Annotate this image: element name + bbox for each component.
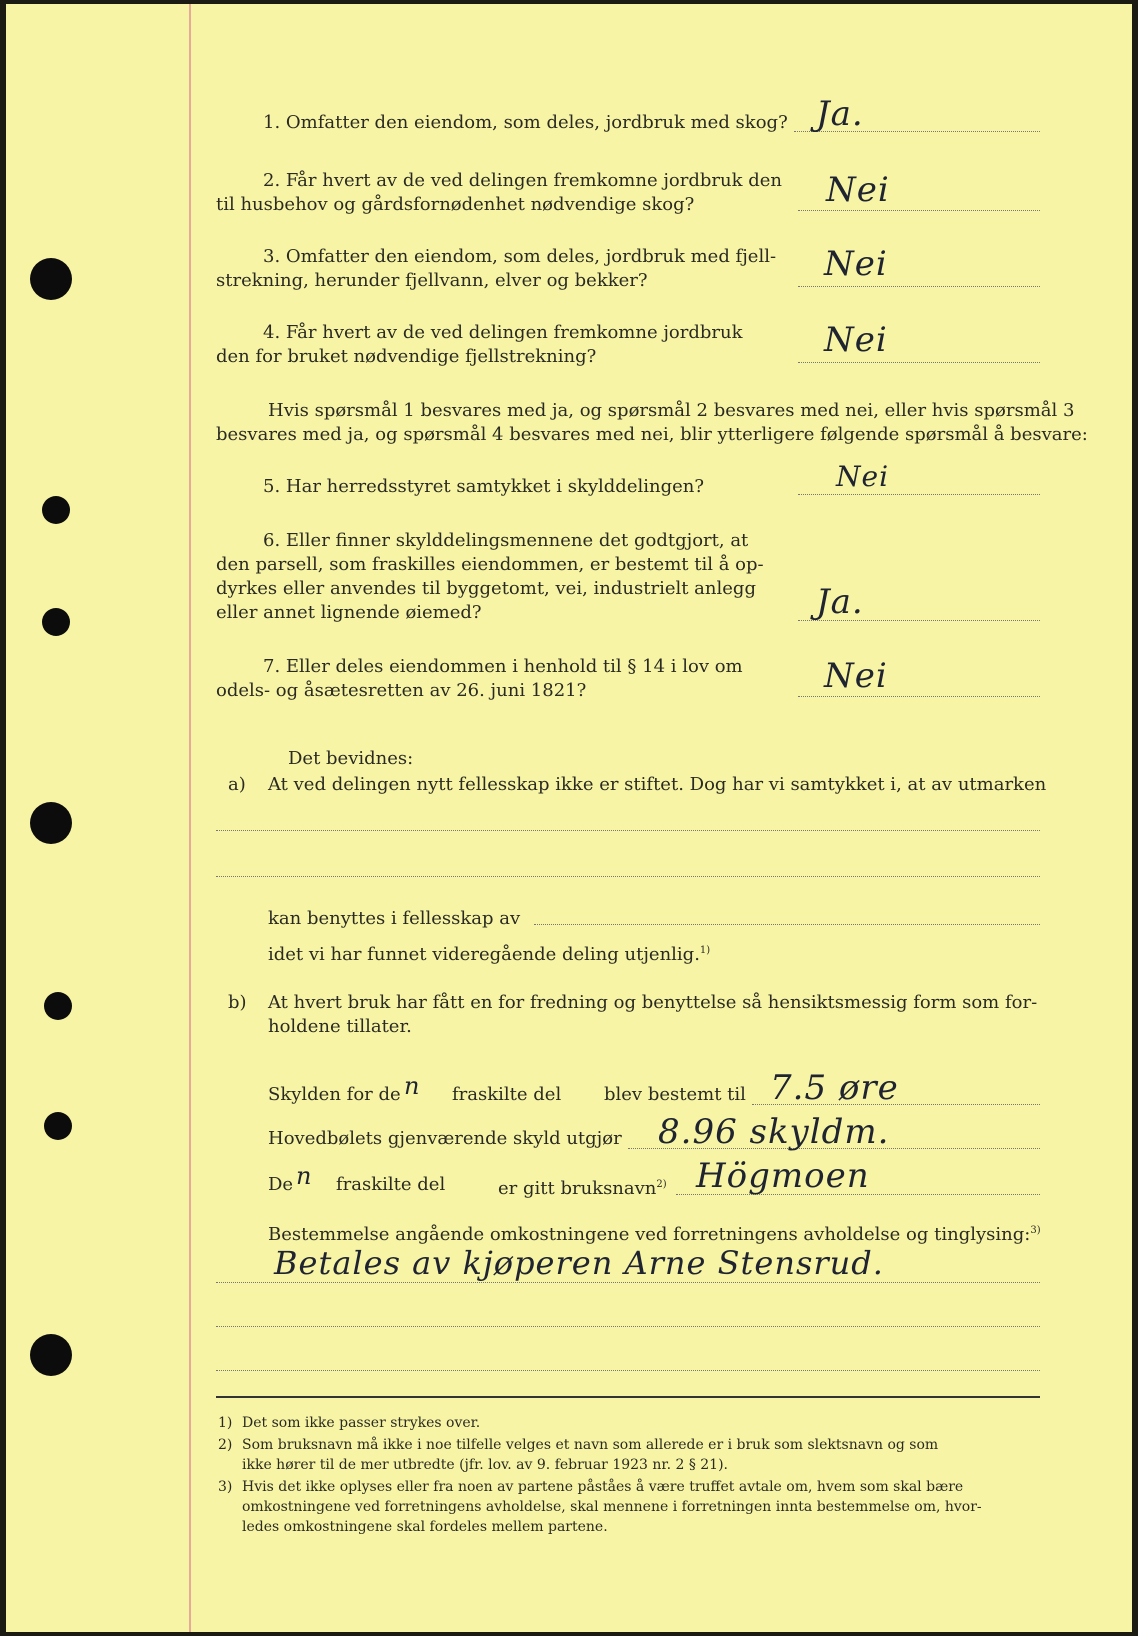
binder-hole bbox=[44, 1112, 72, 1140]
costs-field-line-2[interactable] bbox=[216, 1326, 1040, 1327]
outlying-field-line-2[interactable] bbox=[216, 876, 1040, 877]
costs-value-handwritten: Betales av kjøperen Arne Stensrud. bbox=[274, 1244, 884, 1282]
binder-hole bbox=[42, 496, 70, 524]
binder-hole bbox=[30, 802, 72, 844]
costs-label-text: Bestemmelse angående omkostningene ved forretningens avholdelse og tinglysing: bbox=[268, 1224, 1031, 1245]
question-1: 1. Omfatter den eiendom, som deles, jordbruk med skog? bbox=[263, 112, 788, 133]
footnote-2-line-2: ikke hører til de mer utbredte (jfr. lov. av 9. februar 1923 nr. 2 § 21). bbox=[242, 1457, 729, 1473]
farm-name-label-1-hw: n bbox=[296, 1162, 313, 1190]
deemed-text-body: idet vi har funnet videregående deling utjenlig. bbox=[268, 944, 700, 965]
outlying-field-line-1[interactable] bbox=[216, 830, 1040, 831]
tax-value-handwritten: 7.5 øre bbox=[770, 1068, 899, 1108]
farm-name-label-2: fraskilte del bbox=[336, 1174, 446, 1195]
margin-line bbox=[189, 4, 191, 1632]
shared-use-field[interactable] bbox=[534, 924, 1040, 925]
answer-field-3[interactable] bbox=[798, 286, 1040, 287]
document-page bbox=[6, 4, 1132, 1632]
answer-6-handwritten: Ja. bbox=[816, 582, 864, 622]
footnote-ref-1: 1) bbox=[699, 945, 711, 956]
answer-1-handwritten: Ja. bbox=[816, 94, 864, 134]
question-6-line-1: 6. Eller finner skylddelingsmennene det godtgjort, at bbox=[263, 530, 749, 551]
footnote-divider bbox=[216, 1396, 1040, 1398]
question-2-line-2: til husbehov og gårdsfornødenhet nødvendige skog? bbox=[216, 194, 695, 215]
main-farm-label: Hovedbølets gjenværende skyld utgjør bbox=[268, 1128, 622, 1149]
main-farm-value-handwritten: 8.96 skyldm. bbox=[658, 1112, 890, 1152]
answer-2-handwritten: Nei bbox=[826, 170, 890, 210]
farm-name-label-3 bbox=[498, 1174, 667, 1200]
tax-label-1-hw: n bbox=[404, 1072, 421, 1100]
answer-field-2[interactable] bbox=[798, 210, 1040, 211]
answer-3-handwritten: Nei bbox=[824, 244, 888, 284]
tax-label-3: blev bestemt til bbox=[604, 1084, 746, 1105]
binder-hole bbox=[30, 1334, 72, 1376]
condition-line-2: besvares med ja, og spørsmål 4 besvares med nei, blir ytterligere følgende spørsmål å besvare: bbox=[216, 424, 1088, 445]
question-5: 5. Har herredsstyret samtykket i skylddelingen? bbox=[263, 476, 704, 497]
binder-hole bbox=[42, 608, 70, 636]
footnote-3-line-1: Hvis det ikke oplyses eller fra noen av partene påståes å være truffet avtale om, hvem som skal bære bbox=[242, 1479, 964, 1495]
question-7-line-1: 7. Eller deles eiendommen i henhold til § 14 i lov om bbox=[263, 656, 743, 677]
footnote-3-mark: 3) bbox=[218, 1479, 233, 1495]
answer-7-handwritten: Nei bbox=[824, 656, 888, 696]
footnote-3-line-3: ledes omkostningene skal fordeles mellem partene. bbox=[242, 1519, 608, 1535]
footnote-2-mark: 2) bbox=[218, 1437, 233, 1453]
binder-hole bbox=[44, 992, 72, 1020]
certify-a-label: a) bbox=[228, 774, 246, 795]
deemed-text bbox=[268, 940, 710, 966]
footnote-ref-2: 2) bbox=[656, 1179, 667, 1190]
answer-field-5[interactable] bbox=[798, 494, 1040, 495]
binder-hole bbox=[30, 258, 72, 300]
footnote-3-line-2: omkostningene ved forretningens avholdelse, skal mennene i forretningen innta bestemmelse om, hvor- bbox=[242, 1499, 982, 1515]
question-4-line-1: 4. Får hvert av de ved delingen fremkomne jordbruk bbox=[263, 322, 743, 343]
farm-name-label-1: De bbox=[268, 1174, 294, 1195]
question-7-line-2: odels- og åsætesretten av 26. juni 1821? bbox=[216, 680, 587, 701]
question-6-line-2: den parsell, som fraskilles eiendommen, er bestemt til å op- bbox=[216, 554, 764, 575]
certify-a-text: At ved delingen nytt fellesskap ikke er stiftet. Dog har vi samtykket i, at av utmarken bbox=[268, 774, 1047, 795]
question-4-line-2: den for bruket nødvendige fjellstrekning? bbox=[216, 346, 597, 367]
certify-heading: Det bevidnes: bbox=[288, 748, 414, 769]
tax-label-2: fraskilte del bbox=[452, 1084, 562, 1105]
condition-line-1: Hvis spørsmål 1 besvares med ja, og spørsmål 2 besvares med nei, eller hvis spørsmål 3 bbox=[268, 400, 1075, 421]
tax-label-1: Skylden for de bbox=[268, 1084, 401, 1105]
certify-b-line-1: At hvert bruk har fått en for fredning og benyttelse så hensiktsmessig form som for- bbox=[268, 992, 1038, 1013]
costs-label bbox=[268, 1220, 1041, 1246]
answer-field-4[interactable] bbox=[798, 362, 1040, 363]
certify-b-line-2: holdene tillater. bbox=[268, 1016, 412, 1037]
footnote-2-line-1: Som bruksnavn må ikke i noe tilfelle velges et navn som allerede er i bruk som slektsnavn og som bbox=[242, 1437, 939, 1453]
shared-use-text: kan benyttes i fellesskap av bbox=[268, 908, 521, 929]
costs-field-line-1[interactable] bbox=[216, 1282, 1040, 1283]
question-3-line-2: strekning, herunder fjellvann, elver og bekker? bbox=[216, 270, 648, 291]
costs-field-line-3[interactable] bbox=[216, 1370, 1040, 1371]
answer-4-handwritten: Nei bbox=[824, 320, 888, 360]
question-6-line-4: eller annet lignende øiemed? bbox=[216, 602, 482, 623]
question-6-line-3: dyrkes eller anvendes til byggetomt, vei, industrielt anlegg bbox=[216, 578, 756, 599]
certify-b-label: b) bbox=[228, 992, 247, 1013]
answer-5-handwritten: Nei bbox=[836, 460, 890, 493]
answer-field-7[interactable] bbox=[798, 696, 1040, 697]
farm-name-label-3-text: er gitt bruksnavn bbox=[498, 1178, 657, 1199]
footnote-ref-3: 3) bbox=[1030, 1225, 1041, 1236]
footnote-1: Det som ikke passer strykes over. bbox=[242, 1415, 481, 1431]
question-3-line-1: 3. Omfatter den eiendom, som deles, jordbruk med fjell- bbox=[263, 246, 777, 267]
farm-name-handwritten: Högmoen bbox=[696, 1156, 870, 1196]
footnote-1-mark: 1) bbox=[218, 1415, 233, 1431]
question-2-line-1: 2. Får hvert av de ved delingen fremkomne jordbruk den bbox=[263, 170, 782, 191]
